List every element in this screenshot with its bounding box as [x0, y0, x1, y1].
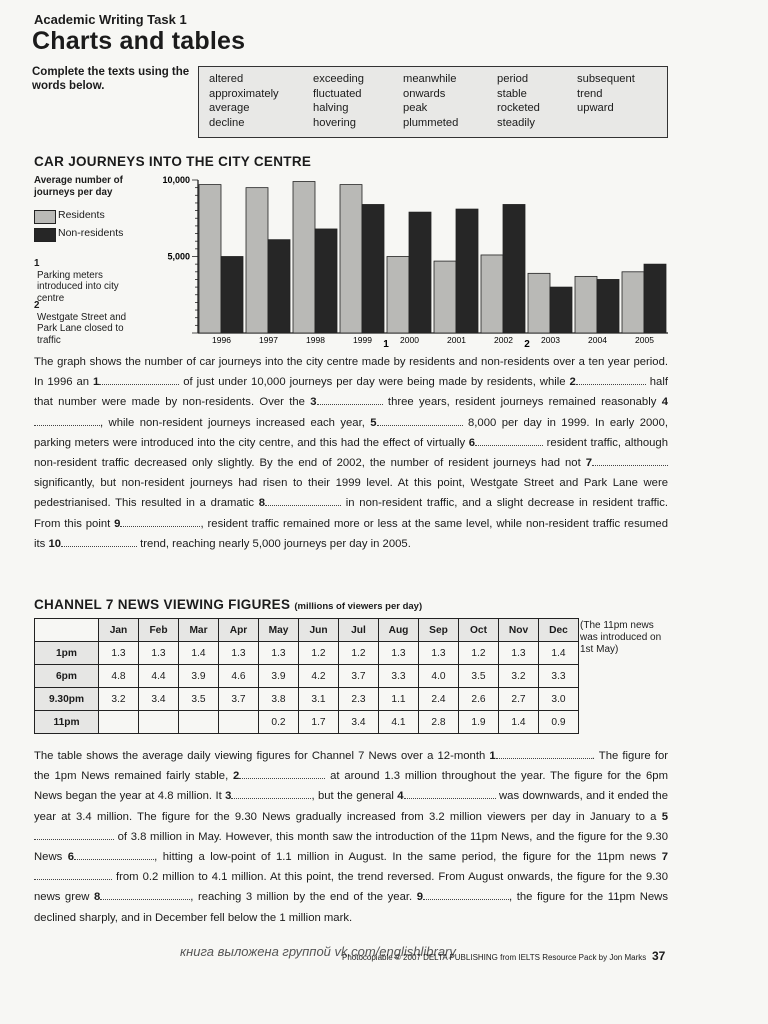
instructions: Complete the texts using the words below.: [32, 66, 190, 92]
bar-non-residents: [550, 287, 572, 333]
table-cell: 4.8: [99, 665, 139, 688]
answer-blank[interactable]: [120, 516, 200, 527]
word-option: halving: [313, 102, 349, 114]
table-cell: 1.1: [379, 688, 419, 711]
table-cell: 1.3: [419, 642, 459, 665]
answer-blank[interactable]: [265, 495, 341, 506]
table-cell: 4.1: [379, 711, 419, 734]
word-option: rocketed: [497, 102, 540, 114]
column-header: Dec: [539, 619, 579, 642]
bar-residents: [481, 255, 503, 333]
table-cell: 3.5: [459, 665, 499, 688]
table-cell: 2.4: [419, 688, 459, 711]
bar-non-residents: [503, 204, 525, 333]
row-label: 6pm: [35, 665, 99, 688]
blank-number: 1: [489, 750, 496, 762]
table-cell: 1.4: [499, 711, 539, 734]
table-cell: 2.3: [339, 688, 379, 711]
blank-number: 7: [585, 457, 592, 470]
blank-number: 5: [661, 810, 668, 823]
table-cell: 1.9: [459, 711, 499, 734]
blank-number: 6: [468, 436, 476, 449]
answer-blank[interactable]: [475, 435, 543, 446]
answer-blank[interactable]: [496, 748, 592, 759]
bar-residents: [246, 188, 268, 333]
note-text: Westgate Street and Park Lane closed to traffic: [37, 311, 127, 346]
row-label: 11pm: [35, 711, 99, 734]
table-cell: [139, 711, 179, 734]
bar-residents: [340, 185, 362, 333]
x-tick-label: 1998: [306, 335, 325, 345]
table-cell: [179, 711, 219, 734]
x-tick-label: 2004: [588, 335, 607, 345]
table-cell: 1.3: [379, 642, 419, 665]
table-cell: 3.1: [299, 688, 339, 711]
table-subtitle: (millions of viewers per day): [294, 601, 423, 612]
watermark: книга выложена группой vk.com/englishlibrary: [180, 944, 456, 959]
blank-number: 5: [370, 416, 377, 429]
answer-blank[interactable]: [423, 889, 509, 900]
table-cell: 3.5: [179, 688, 219, 711]
table-cell: 1.3: [139, 642, 179, 665]
blank-number: 10: [48, 537, 62, 550]
bar-residents: [199, 185, 221, 333]
table-cell: 2.6: [459, 688, 499, 711]
table-cell: 0.2: [259, 711, 299, 734]
bar-residents: [622, 272, 644, 333]
answer-blank[interactable]: [317, 394, 383, 405]
column-header: Jan: [99, 619, 139, 642]
section-kicker: Academic Writing Task 1: [34, 12, 187, 27]
table-row: [35, 642, 579, 665]
answer-blank[interactable]: [404, 788, 496, 799]
answer-blank[interactable]: [100, 889, 190, 900]
table-heading: [34, 597, 422, 612]
table-cell: 1.3: [259, 642, 299, 665]
x-tick-label: 1997: [259, 335, 278, 345]
blank-number: 9: [114, 517, 121, 530]
word-option: average: [209, 102, 250, 114]
table-cell: 4.4: [139, 665, 179, 688]
table-cell: 3.4: [339, 711, 379, 734]
word-option: approximately: [209, 87, 279, 100]
answer-blank[interactable]: [576, 374, 646, 385]
table-cell: 3.3: [539, 665, 579, 688]
table-cell: 1.4: [539, 642, 579, 665]
y-tick-label: 5,000: [167, 251, 190, 262]
column-header: Oct: [459, 619, 499, 642]
word-option: exceeding: [313, 73, 365, 85]
bar-non-residents: [268, 240, 290, 333]
bar-non-residents: [456, 209, 478, 333]
chart-heading: CAR JOURNEYS INTO THE CITY CENTRE: [34, 154, 312, 169]
table-cell: 1.3: [219, 642, 259, 665]
table-cell: 1.7: [299, 711, 339, 734]
legend-label-non-residents: Non-residents: [58, 227, 124, 239]
blank-number: 7: [661, 851, 668, 864]
word-option: hovering: [313, 116, 356, 129]
word-option: decline: [209, 116, 245, 129]
table-cell: 3.7: [219, 688, 259, 711]
blank-number: 4: [661, 396, 669, 409]
column-header: May: [259, 619, 299, 642]
table-cell: 2.8: [419, 711, 459, 734]
bar-non-residents: [409, 212, 431, 333]
column-header: Jul: [339, 619, 379, 642]
table-cell: 0.9: [539, 711, 579, 734]
blank-number: 2: [569, 376, 576, 389]
blank-number: 3: [225, 790, 232, 803]
y-tick-label: 10,000: [162, 175, 190, 185]
table-cell: 3.9: [179, 665, 219, 688]
column-header: Mar: [179, 619, 219, 642]
blank-number: 6: [67, 851, 75, 864]
table-cell: 3.7: [339, 665, 379, 688]
blank-number: 2: [233, 770, 240, 783]
table-row: [35, 665, 579, 688]
note-number: 1: [34, 258, 40, 269]
bar-residents: [528, 273, 550, 333]
word-option: peak: [403, 102, 428, 114]
table-row: [35, 711, 579, 734]
table-note: (The 11pm news was introduced on 1st May): [580, 620, 662, 655]
x-tick-label: 2001: [447, 335, 466, 345]
table-cell: 3.9: [259, 665, 299, 688]
answer-blank[interactable]: [239, 768, 325, 779]
table-cell: 1.2: [299, 642, 339, 665]
word-option: stable: [497, 87, 527, 100]
word-option: upward: [577, 102, 614, 114]
word-option: trend: [577, 87, 603, 100]
answer-blank[interactable]: [377, 415, 463, 426]
bar-residents: [434, 261, 456, 333]
blank-number: 1: [93, 376, 100, 389]
legend-label-residents: Residents: [58, 209, 105, 221]
table-cell: 1.2: [339, 642, 379, 665]
word-option: plummeted: [403, 116, 459, 129]
x-tick-label: 2002: [494, 335, 513, 345]
table-cell: 3.4: [139, 688, 179, 711]
table-cell: 4.6: [219, 665, 259, 688]
x-tick-label: 2000: [400, 335, 419, 345]
column-header: Jun: [299, 619, 339, 642]
table-cell: 3.2: [499, 665, 539, 688]
table-cell: 3.2: [99, 688, 139, 711]
page-title: Charts and tables: [32, 27, 246, 55]
table-cell: 3.8: [259, 688, 299, 711]
word-option: onwards: [403, 87, 446, 100]
bar-non-residents: [221, 257, 243, 334]
blank-number: 8: [258, 497, 266, 510]
x-tick-label: 2003: [541, 335, 560, 345]
answer-blank[interactable]: [34, 415, 100, 426]
blank-number: 9: [416, 891, 423, 904]
bar-non-residents: [644, 264, 666, 333]
copyright-credit: Photocopiable © 2007 DELTA PUBLISHING from IELTS Resource Pack by Jon Marks: [342, 953, 647, 962]
bar-residents: [575, 276, 597, 333]
table-cell: 4.0: [419, 665, 459, 688]
table-cell: 3.0: [539, 688, 579, 711]
column-header: Aug: [379, 619, 419, 642]
column-header: Apr: [219, 619, 259, 642]
answer-blank[interactable]: [231, 788, 311, 799]
bar-residents: [387, 257, 409, 334]
table-cell: 1.4: [179, 642, 219, 665]
bar-non-residents: [362, 204, 384, 333]
answer-blank[interactable]: [34, 829, 114, 840]
paragraph-car-journeys: The graph shows the number of car journeys into the city centre made by residents and non-residents over a ten year period. In 1996 an 1 of just under 10,000 journeys per day were being made by residents, while 2 half that number were made by non-residents. Over the 3 three years, resident journeys remained reasonably 4, while non-resident journeys increased each year, 5 8,000 per day in 1999. In early 2000, parking meters were introduced into the city centre, and this had the effect of virtually 6 resident traffic, although non-resident traffic decreased only slightly. By the end of 2002, the number of resident journeys had not 7 significantly, but non-resident journeys had risen to their 1999 level. At this point, Westgate Street and Park Lane were pedestrianised. This resulted in a dramatic 8 in non-resident traffic, and a slight decrease in resident traffic. From this point 9 , resident traffic remained more or less at the same level, while non-resident traffic resumed its 10 trend, reaching nearly 5,000 journeys per day in 2005.: [34, 356, 669, 550]
bar-chart: [0, 0, 768, 360]
answer-blank[interactable]: [99, 374, 179, 385]
answer-blank[interactable]: [74, 849, 154, 860]
word-option: steadily: [497, 116, 535, 129]
table-cell: 4.2: [299, 665, 339, 688]
word-option: meanwhile: [403, 73, 457, 85]
table-row: [35, 688, 579, 711]
bar-non-residents: [597, 279, 619, 333]
table-corner: [35, 619, 99, 642]
answer-blank[interactable]: [34, 869, 112, 880]
word-option: fluctuated: [313, 87, 362, 100]
table-cell: [99, 711, 139, 734]
table-cell: 3.3: [379, 665, 419, 688]
table-cell: 1.3: [99, 642, 139, 665]
page-number: 37: [652, 949, 666, 963]
column-header: Feb: [139, 619, 179, 642]
answer-blank[interactable]: [592, 455, 668, 466]
viewing-figures-table: [34, 618, 579, 734]
note-text: Parking meters introduced into city centre: [37, 269, 119, 304]
event-marker: 2: [524, 339, 530, 350]
table-cell: 1.3: [499, 642, 539, 665]
word-option: subsequent: [577, 73, 635, 85]
event-marker: 1: [383, 339, 389, 350]
blank-number: 4: [397, 790, 404, 803]
table-cell: 2.7: [499, 688, 539, 711]
column-header: Sep: [419, 619, 459, 642]
bar-residents: [293, 182, 315, 333]
answer-blank[interactable]: [61, 536, 137, 547]
blank-number: 3: [310, 396, 317, 409]
x-tick-label: 1996: [212, 335, 231, 345]
x-tick-label: 1999: [353, 335, 372, 345]
y-axis-label: Average number of journeys per day: [34, 175, 123, 198]
word-option: altered: [209, 73, 244, 85]
table-cell: 1.2: [459, 642, 499, 665]
table-title: CHANNEL 7 NEWS VIEWING FIGURES: [34, 597, 291, 612]
word-option: period: [497, 73, 529, 85]
x-tick-label: 2005: [635, 335, 654, 345]
paragraph-news-figures: The table shows the average daily viewing figures for Channel 7 News over a 12-month 1 . The figure for the 1pm News remained fairly stable, 2 at around 1.3 million throughout the year. The figure for the 6pm News began the year at 4.8 million. It 3 , but the general 4 was downwards, and it ended the year at 3.4 million. The figure for the 9.30 News gradually increased from 3.2 million viewers per day in January to a 5 of 3.8 million in May. However, this month saw the introduction of the 11pm News, and the figure for the 9.30 News 6 , hitting a low-point of 1.1 million in August. In the same period, the figure for the 11pm news 7 from 0.2 million to 4.1 million. At this point, the trend reversed. From August onwards, the figure for the 9.30 news grew 8 , reaching 3 million by the end of the year. 9 , the figure for the 11pm News declined sharply, and in December fell below the 1 million mark.: [34, 750, 669, 924]
note-number: 2: [34, 300, 40, 311]
column-header: Nov: [499, 619, 539, 642]
table-cell: [219, 711, 259, 734]
blank-number: 8: [93, 891, 101, 904]
row-label: 1pm: [35, 642, 99, 665]
bar-non-residents: [315, 229, 337, 333]
row-label: 9.30pm: [35, 688, 99, 711]
